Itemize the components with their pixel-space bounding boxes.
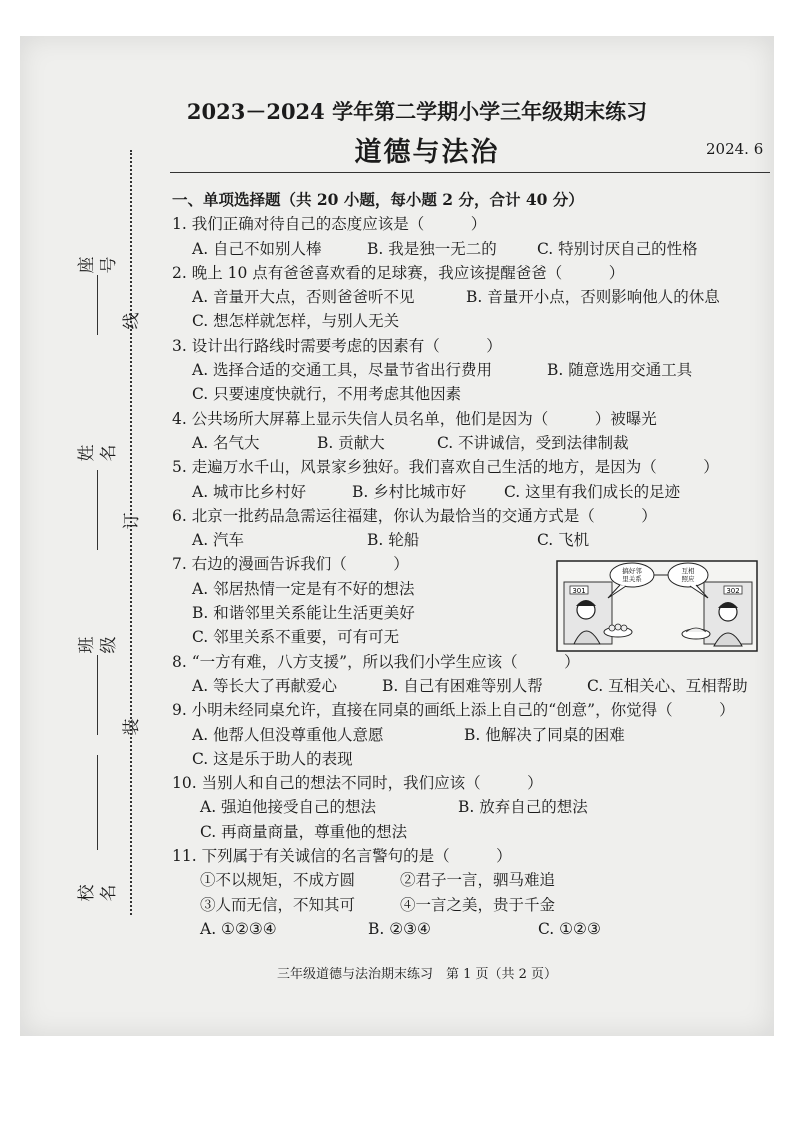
option-row [172, 382, 772, 406]
option[interactable]: C. 特别讨厌自己的性格 [537, 239, 698, 258]
question-stem: 9. 小明未经同桌允许，直接在同桌的画纸上添上自己的“创意”，你觉得（ ） [172, 701, 735, 720]
option[interactable]: A. 名气大 [192, 433, 260, 452]
option[interactable]: B. 随意选用交通工具 [547, 361, 693, 380]
option[interactable]: C. 飞机 [537, 531, 590, 550]
option[interactable]: B. 和谐邻里关系能让生活更美好 [192, 604, 415, 623]
option[interactable]: B. 轮船 [367, 531, 420, 550]
fruit [609, 625, 615, 631]
option[interactable]: A. 城市比乡村好 [192, 482, 307, 501]
option[interactable]: A. 汽车 [192, 531, 245, 550]
option-row [172, 795, 772, 819]
question-stem: 10. 当别人和自己的想法不同时，我们应该（ ） [172, 774, 543, 793]
binding-zhuang-char: 装 [122, 718, 142, 736]
option[interactable]: B. 自己有困难等别人帮 [382, 676, 543, 695]
saying: ③人而无信，不知其可 [200, 895, 356, 914]
option[interactable]: C. 只要速度快就行，不用考虑其他因素 [192, 385, 462, 404]
fruit [621, 625, 627, 631]
class-blank [97, 655, 98, 735]
section-heading: 一、单项选择题（共 20 小题，每小题 2 分，合计 40 分） [172, 190, 584, 209]
option-row [172, 237, 772, 261]
option[interactable]: C. ①②③ [538, 919, 601, 938]
page-margin [0, 1036, 794, 1123]
page-footer: 三年级道德与法治期末练习 第 1 页（共 2 页） [276, 967, 558, 982]
option[interactable]: C. 不讲诚信，受到法律制裁 [437, 433, 629, 452]
binding-line-char: 线 [122, 312, 142, 330]
option-row [172, 358, 772, 382]
saying: ②君子一言，驷马难追 [400, 871, 556, 890]
option[interactable]: B. 音量开小点，否则影响他人的休息 [466, 288, 720, 307]
option[interactable]: C. 想怎样就怎样，与别人无关 [192, 312, 400, 331]
option[interactable]: A. ①②③④ [200, 919, 277, 938]
option[interactable]: B. 我是独一无二的 [367, 239, 497, 258]
option[interactable]: C. 再商量商量，尊重他的想法 [200, 822, 408, 841]
question-stem: 1. 我们正确对待自己的态度应该是（ ） [172, 215, 487, 234]
option[interactable]: C. 互相关心、互相帮助 [587, 676, 748, 695]
question-stem: 2. 晚上 10 点有爸爸喜欢看的足球赛，我应该提醒爸爸（ ） [172, 263, 625, 282]
option[interactable]: C. 邻里关系不重要，可有可无 [192, 628, 400, 647]
option[interactable]: A. 自己不如别人棒 [192, 239, 322, 258]
question-stem: 7. 右边的漫画告诉我们（ ） [172, 555, 409, 574]
option[interactable]: A. 音量开大点，否则爸爸听不见 [192, 288, 415, 307]
question-stem: 3. 设计出行路线时需要考虑的因素有（ ） [172, 336, 502, 355]
seat-blank [97, 275, 98, 335]
option-row [172, 528, 772, 552]
saying: ④一言之美，贵于千金 [400, 895, 556, 914]
name-label: 姓名 [77, 438, 119, 462]
speech-text-left-2: 里关系 [622, 575, 642, 583]
option-row [172, 917, 772, 941]
option[interactable]: B. ②③④ [368, 919, 431, 938]
option[interactable]: B. 放弃自己的想法 [458, 798, 588, 817]
question-stem: 8. “一方有难，八方支援”，所以我们小学生应该（ ） [172, 652, 580, 671]
option-row [172, 480, 772, 504]
option-row [172, 723, 772, 747]
fruit [615, 624, 621, 630]
class-label: 班级 [77, 630, 119, 654]
subject-title: 道德与法治 [354, 137, 500, 168]
option[interactable]: A. 邻居热情一定是有不好的想法 [192, 579, 415, 598]
option-row [172, 431, 772, 455]
option[interactable]: C. 这里有我们成长的足迹 [504, 482, 681, 501]
option[interactable]: C. 这是乐于助人的表现 [192, 749, 353, 768]
option-row [172, 820, 772, 844]
seat-label: 座号 [77, 250, 119, 274]
neighbor-comic [556, 560, 758, 652]
saying: ①不以规矩，不成方圆 [200, 871, 356, 890]
saying-row [172, 893, 772, 917]
school-label: 校名 [77, 878, 119, 902]
school-blank [97, 755, 98, 850]
option[interactable]: B. 贡献大 [317, 433, 385, 452]
binding-ding-char: 订 [122, 512, 142, 530]
exam-title: 2023－2024 学年第二学期小学三年级期末练习 [186, 99, 648, 124]
question-stem: 11. 下列属于有关诚信的名言警句的是（ ） [172, 847, 512, 866]
option-row [172, 285, 772, 309]
option-row [172, 674, 772, 698]
door-number-left: 301 [572, 587, 586, 595]
speech-text-left-1: 搞好邻 [622, 567, 642, 575]
question-stem: 4. 公共场所大屏幕上显示失信人员名单，他们是因为（ ）被曝光 [172, 409, 657, 428]
option[interactable]: B. 他解决了同桌的困难 [464, 725, 625, 744]
option[interactable]: A. 强迫他接受自己的想法 [200, 798, 377, 817]
door-number-right: 302 [726, 587, 740, 595]
speech-text-right-2: 照应 [681, 575, 695, 583]
option[interactable]: A. 他帮人但没尊重他人意愿 [192, 725, 384, 744]
speech-text-right-1: 互相 [681, 567, 695, 575]
saying-row [172, 868, 772, 892]
exam-date: 2024. 6 [706, 140, 764, 158]
option-row [172, 747, 772, 771]
option[interactable]: A. 选择合适的交通工具，尽量节省出行费用 [192, 361, 493, 380]
name-blank [97, 470, 98, 550]
option-row [172, 309, 772, 333]
question-stem: 5. 走遍万水千山，风景家乡独好。我们喜欢自己生活的地方，是因为（ ） [172, 458, 719, 477]
option[interactable]: A. 等长大了再献爱心 [192, 676, 338, 695]
option[interactable]: B. 乡村比城市好 [352, 482, 467, 501]
question-stem: 6. 北京一批药品急需运往福建，你认为最恰当的交通方式是（ ） [172, 506, 657, 525]
header-rule [170, 172, 770, 173]
